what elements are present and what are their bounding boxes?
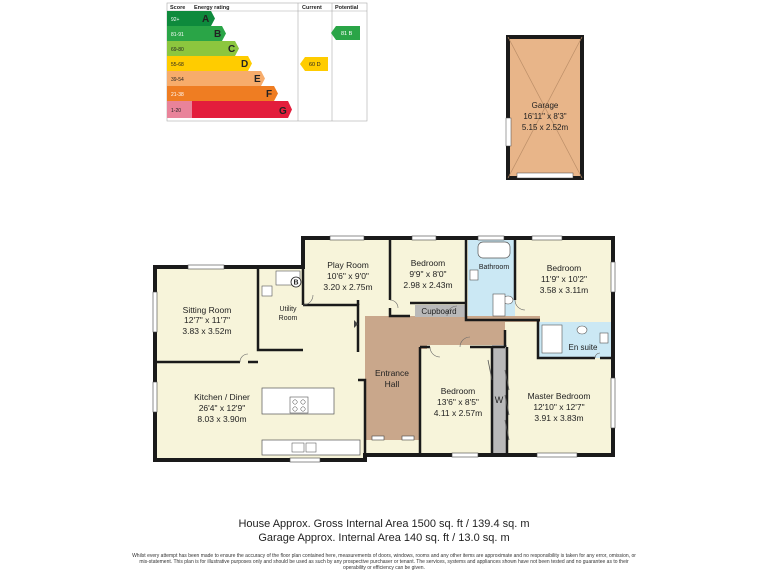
epc-chart xyxy=(167,3,367,121)
bedroom-mid-dimension-metric: 4.11 x 2.57m xyxy=(433,408,483,418)
epc-band-g xyxy=(167,101,292,118)
entrance-hall-label: Entrance xyxy=(374,368,410,378)
ensuite-toilet-icon xyxy=(577,326,587,334)
sitting-room-dimension-metric: 3.83 x 3.52m xyxy=(182,326,232,336)
epc-band-score: 81-91 xyxy=(171,32,184,38)
master-bedroom-dimension-metric: 3.91 x 3.83m xyxy=(534,413,584,423)
epc-band-score: 21-38 xyxy=(171,92,184,98)
hob-icon xyxy=(290,397,308,413)
epc-band-f xyxy=(167,86,278,101)
bedroom-right-label: Bedroom xyxy=(546,263,582,273)
epc-band-b xyxy=(167,26,226,41)
play-room-dimension-metric: 3.20 x 2.75m xyxy=(323,282,373,292)
epc-band-letter: C xyxy=(228,44,236,55)
sitting-room-label: Sitting Room xyxy=(182,305,232,315)
bedroom-top-dimension-metric: 2.98 x 2.43m xyxy=(403,280,453,290)
epc-band-score: 55-68 xyxy=(171,62,184,68)
master-bedroom-label: Master Bedroom xyxy=(527,391,591,401)
epc-band-c xyxy=(167,41,239,56)
epc-band-score: 39-54 xyxy=(171,77,184,83)
epc-band-letter: G xyxy=(279,106,287,117)
garage-label: Garage xyxy=(531,101,559,110)
bedroom-top-label: Bedroom xyxy=(410,258,446,268)
epc-header-potential: Potential xyxy=(335,5,359,11)
epc-band-d xyxy=(167,56,252,71)
epc-band-score: 69-80 xyxy=(171,47,184,53)
kitchen-label: Kitchen / Diner xyxy=(194,392,250,402)
play-room-label: Play Room xyxy=(327,260,369,270)
bedroom-mid-label: Bedroom xyxy=(440,386,476,396)
garage-side-door xyxy=(506,118,511,146)
epc-band-score: 92+ xyxy=(171,17,180,23)
cupboard-label: Cupboard xyxy=(421,307,457,316)
disclaimer-text: Whilst every attempt has been made to ensure the accuracy of the floor plan contained here, measurements of doors, windows, rooms and any other items are approximate and no responsibility is taken for any error, omission, or mis-statement. This plan is for illustrative purposes only and should be used as such by any prospective purchaser or tenant. The services, systems and appliances shown have not been tested and no guarantee as to their operability or efficiency can be given. xyxy=(132,553,636,571)
epc-current-label: 60 D xyxy=(309,62,321,68)
sitting-room-dimension-imperial: 12'7" x 11'7" xyxy=(184,315,230,325)
epc-band-letter: F xyxy=(266,89,273,100)
epc-band-e xyxy=(167,71,265,86)
utility-sink-icon xyxy=(262,286,272,296)
play-room-dimension-imperial: 10'6" x 9'0" xyxy=(327,271,369,281)
epc-band-letter: A xyxy=(202,14,210,25)
garage-plan xyxy=(506,37,582,178)
ensuite-sink-icon xyxy=(600,333,608,343)
utility-room-label-2: Room xyxy=(278,315,298,322)
wardrobe-label: W xyxy=(494,395,504,405)
ensuite-shower-icon xyxy=(542,325,562,353)
house-plan xyxy=(153,236,615,462)
entrance-hall-label-2: Hall xyxy=(384,379,400,389)
bedroom-mid-dimension-imperial: 13'6" x 8'5" xyxy=(437,397,479,407)
epc-band-bar xyxy=(192,101,292,118)
bathroom-sink-icon xyxy=(470,270,478,280)
kitchen-dimension-metric: 8.03 x 3.90m xyxy=(197,414,247,424)
house-area-text: House Approx. Gross Internal Area 1500 sq. ft / 139.4 sq. m xyxy=(238,518,530,530)
shower-icon xyxy=(493,294,505,316)
kitchen-counter xyxy=(262,440,360,455)
boiler-label: B xyxy=(293,279,299,287)
garage-dimension-metric: 5.15 x 2.52m xyxy=(521,123,569,132)
epc-band-letter: D xyxy=(241,59,249,70)
bedroom-right-dimension-metric: 3.58 x 3.11m xyxy=(539,285,589,295)
epc-header-rating: Energy rating xyxy=(194,5,230,11)
ensuite-label: En suite xyxy=(568,343,598,352)
epc-band-letter: B xyxy=(214,29,222,40)
epc-header-score: Score xyxy=(170,5,186,11)
epc-header-current: Current xyxy=(302,5,322,11)
garage-dimension-imperial: 16'11" x 8'3" xyxy=(523,112,567,121)
bedroom-top-dimension-imperial: 9'9" x 8'0" xyxy=(409,269,447,279)
epc-potential-label: 81 B xyxy=(341,31,353,37)
garage-area-text: Garage Approx. Internal Area 140 sq. ft / 13.0 sq. m xyxy=(258,532,510,544)
bathtub-icon xyxy=(478,242,510,258)
master-bedroom-dimension-imperial: 12'10" x 12'7" xyxy=(533,402,585,412)
kitchen-dimension-imperial: 26'4" x 12'9" xyxy=(198,403,246,413)
bedroom-right-dimension-imperial: 11'9" x 10'2" xyxy=(541,274,587,284)
epc-band-a xyxy=(167,11,215,26)
epc-band-score: 1-20 xyxy=(171,108,182,114)
epc-band-letter: E xyxy=(254,74,261,85)
bathroom-label: Bathroom xyxy=(478,264,510,271)
utility-room-label: Utility xyxy=(279,306,297,313)
garage-main-door xyxy=(517,173,573,178)
